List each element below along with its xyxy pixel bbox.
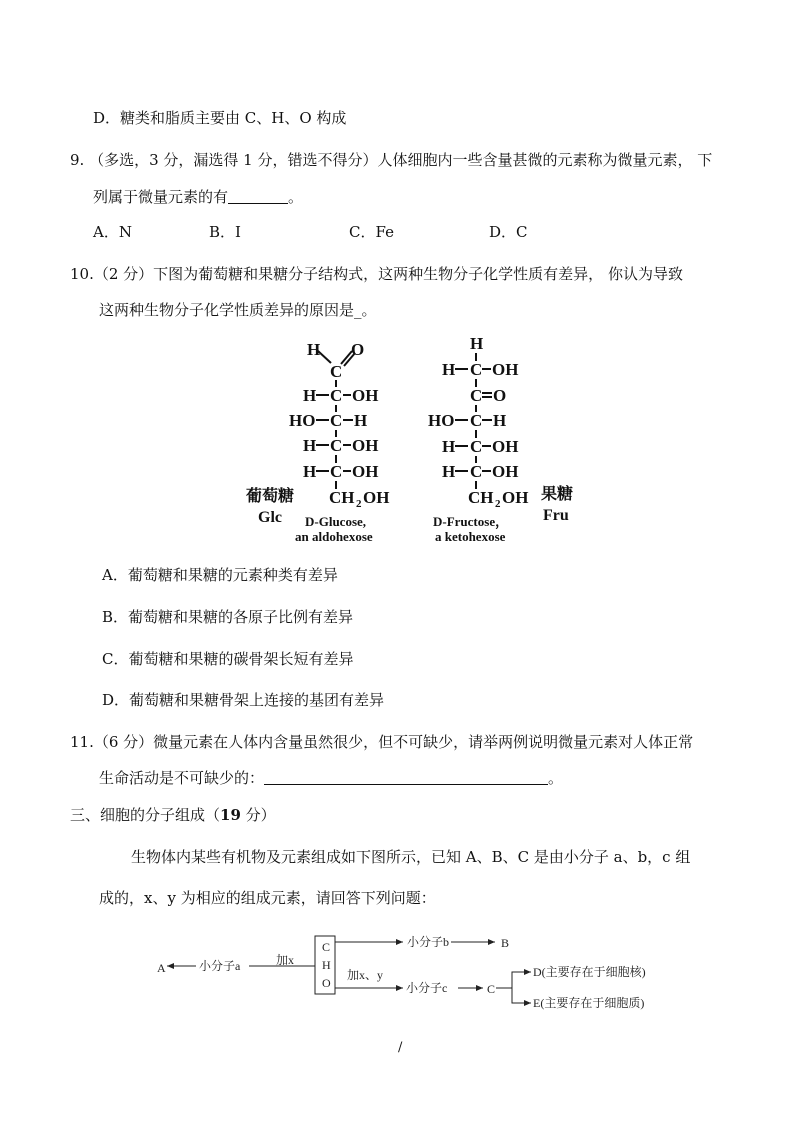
svg-text:CH: CH <box>329 488 355 507</box>
svg-text:C: C <box>330 436 343 455</box>
node-e-label: E(主要存在于细胞质) <box>533 996 645 1010</box>
svg-text:OH: OH <box>352 436 379 455</box>
page-footer-mark: / <box>398 1040 403 1055</box>
q11-answer-blank[interactable] <box>264 770 548 785</box>
q10-option-d: D．葡萄糖和果糖骨架上连接的基团有差异 <box>102 691 385 709</box>
section3-intro-line2: 成的，x、y 为相应的组成元素，请回答下列问题： <box>99 889 436 907</box>
glucose-desc-label: an aldohexose <box>295 529 373 544</box>
label-add-x: 加x <box>276 953 295 967</box>
node-small-a: 小分子a <box>199 959 241 973</box>
svg-text:OH: OH <box>363 488 390 507</box>
node-small-b: 小分子b <box>407 935 450 949</box>
svg-text:2: 2 <box>495 498 501 510</box>
svg-text:H: H <box>307 340 321 359</box>
svg-text:C: C <box>330 411 343 430</box>
q9-answer-blank[interactable] <box>228 189 288 204</box>
q9-stem-text: 列属于微量元素的有 <box>93 188 229 206</box>
svg-text:H: H <box>303 462 317 481</box>
svg-text:H: H <box>303 436 317 455</box>
fructose-abbr-label: Fru <box>543 507 569 524</box>
svg-text:OH: OH <box>492 437 519 456</box>
q10-option-c: C．葡萄糖和果糖的碳骨架长短有差异 <box>102 650 354 668</box>
svg-text:O: O <box>493 386 507 405</box>
section3-title <box>70 805 276 825</box>
svg-text:HO: HO <box>428 411 455 430</box>
svg-text:OH: OH <box>352 386 379 405</box>
q9-option-c: C．Fe <box>349 223 394 241</box>
q11-stem-line2 <box>99 768 563 788</box>
svg-text:C: C <box>470 462 483 481</box>
svg-text:C: C <box>470 386 483 405</box>
q9-option-d: D．C <box>489 223 528 241</box>
svg-text:C: C <box>330 362 343 381</box>
fructose-desc-label: a ketohexose <box>435 529 506 544</box>
svg-text:OH: OH <box>492 462 519 481</box>
svg-text:H: H <box>470 334 484 353</box>
svg-text:H: H <box>303 386 317 405</box>
svg-text:H: H <box>354 411 368 430</box>
q10-stem-line2: 这两种生物分子化学性质差异的原因是_。 <box>99 301 377 319</box>
label-add-xy: 加x、y <box>347 968 384 982</box>
section3-intro-line1: 生物体内某些有机物及元素组成如下图所示，已知 A、B、C 是由小分子 a、b，c 组 <box>131 848 691 866</box>
q8-option-d: D．糖类和脂质主要由 C、H、O 构成 <box>93 109 347 127</box>
q10-stem-line1: 10.（2 分）下图为葡萄糖和果糖分子结构式，这两种生物分子化学性质有差异， 你认为导致 <box>70 265 683 283</box>
q9-option-a: A．N <box>93 223 132 241</box>
node-d-label: D(主要存在于细胞核) <box>533 965 646 979</box>
q10-option-b: B．葡萄糖和果糖的各原子比例有差异 <box>102 608 354 626</box>
q9-stem-line1: 9. （多选，3 分，漏选得 1 分，错选不得分）人体细胞内一些含量甚微的元素称为微量元素， 下 <box>70 151 713 169</box>
element-h: H <box>322 958 331 972</box>
svg-text:C: C <box>470 437 483 456</box>
fructose-cn-label: 果糖 <box>541 486 574 503</box>
svg-text:H: H <box>442 437 456 456</box>
svg-text:HO: HO <box>289 411 316 430</box>
svg-text:C: C <box>330 386 343 405</box>
svg-text:C: C <box>470 411 483 430</box>
glucose-name-label: D-Glucose, <box>305 514 367 529</box>
svg-text:H: H <box>442 360 456 379</box>
svg-text:H: H <box>493 411 507 430</box>
q9-stem-line2 <box>93 187 303 207</box>
svg-text:H: H <box>442 462 456 481</box>
fructose-name-label: D-Fructose， <box>433 514 509 529</box>
svg-text:2: 2 <box>356 498 362 510</box>
svg-text:O: O <box>351 340 365 359</box>
svg-text:C: C <box>470 360 483 379</box>
node-c-big: C <box>487 982 496 996</box>
section3-score: 19 <box>220 806 241 824</box>
element-c: C <box>322 940 331 954</box>
q11-stem-line1: 11.（6 分）微量元素在人体内含量虽然很少，但不可缺少，请举两例说明微量元素对人体正常 <box>70 733 694 751</box>
node-small-c: 小分子c <box>406 981 448 995</box>
section3-title-text: 三、细胞的分子组成（ <box>70 806 221 824</box>
svg-text:C: C <box>330 462 343 481</box>
glucose-cn-label: 葡萄糖 <box>246 488 295 505</box>
q9-stem-end: 。 <box>288 188 304 206</box>
q11-stem-text: 生命活动是不可缺少的： <box>99 769 265 787</box>
node-b-big: B <box>501 936 510 950</box>
q10-option-a: A．葡萄糖和果糖的元素种类有差异 <box>102 566 338 584</box>
glucose-abbr-label: Glc <box>258 509 282 526</box>
svg-text:OH: OH <box>492 360 519 379</box>
svg-text:CH: CH <box>468 488 494 507</box>
section3-title-end: 分） <box>240 806 276 824</box>
node-a-big: A <box>157 961 166 975</box>
q9-option-b: B．I <box>209 223 241 241</box>
q11-stem-end: 。 <box>548 769 564 787</box>
element-o: O <box>322 976 331 990</box>
svg-text:OH: OH <box>352 462 379 481</box>
svg-text:OH: OH <box>502 488 529 507</box>
